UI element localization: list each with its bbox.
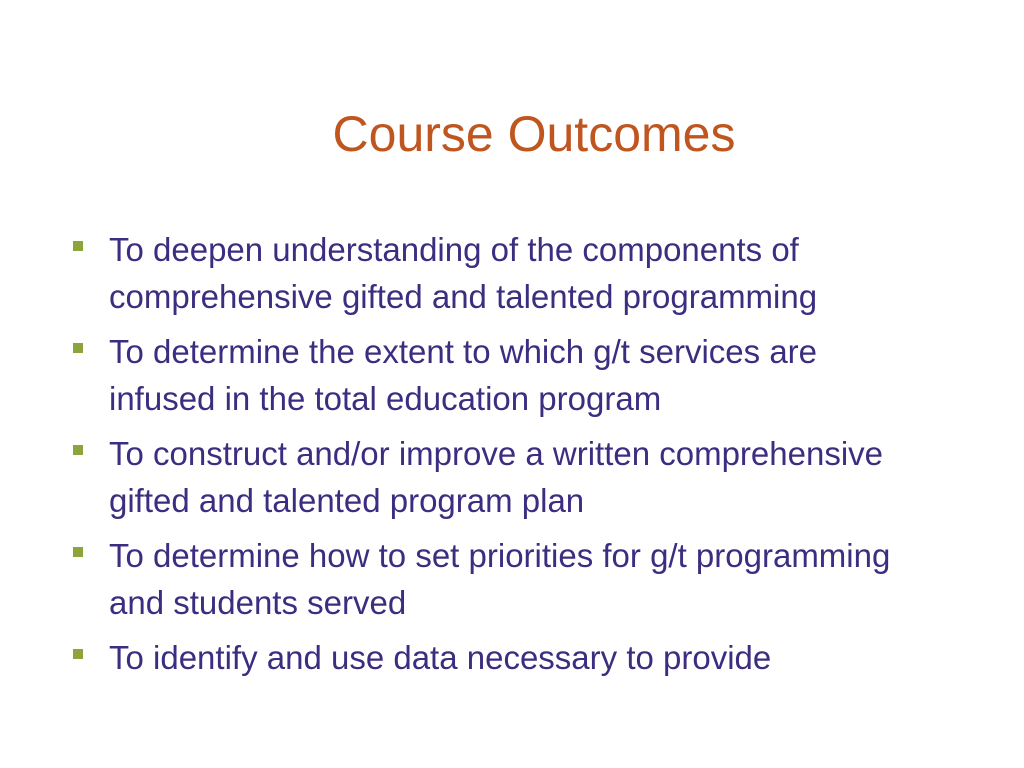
slide-title: Course Outcomes [332, 106, 736, 162]
list-item [0, 328, 919, 422]
list-item [0, 532, 919, 626]
square-bullet-icon [73, 445, 83, 455]
list-item [0, 430, 919, 524]
bullet-text: To deepen understanding of the components of comprehensive gifted and talented programming [109, 231, 818, 315]
list-item [0, 634, 919, 681]
bullet-text: To determine how to set priorities for g/t programming and students served [109, 537, 891, 621]
square-bullet-icon [73, 343, 83, 353]
list-item [0, 226, 919, 320]
bullet-text: To construct and/or improve a written comprehensive gifted and talented program plan [109, 435, 884, 519]
bullet-list [0, 226, 1024, 689]
square-bullet-icon [73, 547, 83, 557]
bullet-text: To identify and use data necessary to provide [109, 639, 772, 676]
square-bullet-icon [73, 649, 83, 659]
square-bullet-icon [73, 241, 83, 251]
bullet-text: To determine the extent to which g/t services are infused in the total education program [109, 333, 818, 417]
